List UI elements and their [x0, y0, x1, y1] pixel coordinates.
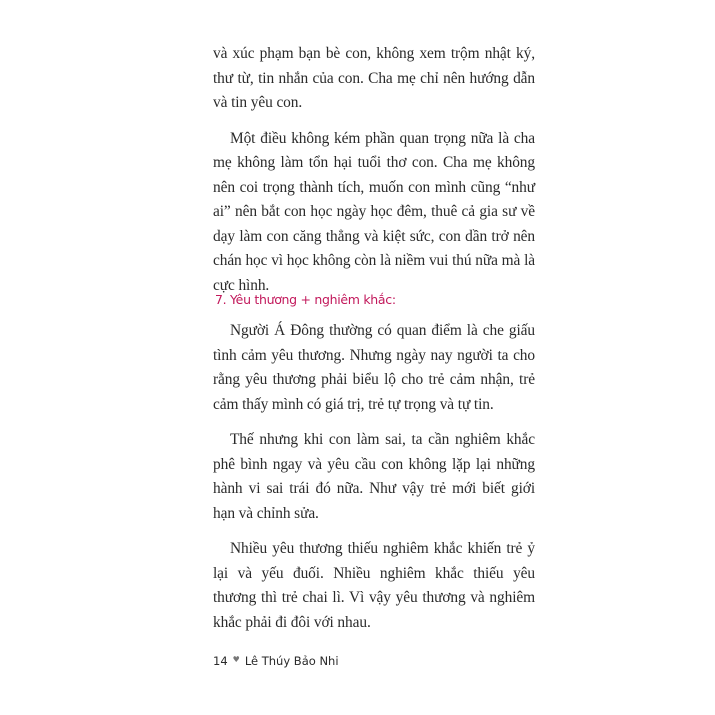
page-number: 14	[213, 654, 228, 668]
paragraph-strictness: Thế nhưng khi con làm sai, ta cần nghiêm khắc phê bình ngay và yêu cầu con không lặp lại những hành vi sai trái đó nữa. Như vậy trẻ mới biết giới hạn và chỉnh sửa.	[213, 431, 535, 522]
section-heading: 7. Yêu thương + nghiêm khắc:	[215, 292, 396, 307]
paragraph-childhood: Một điều không kém phần quan trọng nữa là cha mẹ không làm tổn hại tuổi thơ con. Cha mẹ không nên coi trọng thành tích, muốn con mình cũng “như ai” nên bắt con học ngày học đêm, thuê cả gia sư về dạy làm con căng thẳng và kiệt sức, con dần trở nên chán học vì học không còn là niềm vui thú nữa mà là cực hình.	[213, 129, 535, 294]
text-block-top	[213, 42, 535, 298]
paragraph-balance: Nhiều yêu thương thiếu nghiêm khắc khiến trẻ ỷ lại và yếu đuối. Nhiều nghiêm khắc thiếu yêu thương thì trẻ chai lì. Vì vậy yêu thương và nghiêm khắc phải đi đôi với nhau.	[213, 540, 535, 631]
paragraph-continuation: và xúc phạm bạn bè con, không xem trộm nhật ký, thư từ, tin nhắn của con. Cha mẹ chỉ nên hướng dẫn và tin yêu con.	[213, 45, 535, 111]
paragraph-affection: Người Á Đông thường có quan điểm là che giấu tình cảm yêu thương. Nhưng ngày nay người ta cho rằng yêu thương phải biểu lộ cho trẻ cảm nhận, trẻ cảm thấy mình có giá trị, trẻ tự trọng và tự tin.	[213, 322, 535, 413]
page-footer	[213, 653, 339, 669]
heart-icon: ♥	[232, 655, 240, 664]
author-name: Lê Thúy Bảo Nhi	[244, 654, 339, 668]
text-block-bottom	[213, 319, 535, 635]
